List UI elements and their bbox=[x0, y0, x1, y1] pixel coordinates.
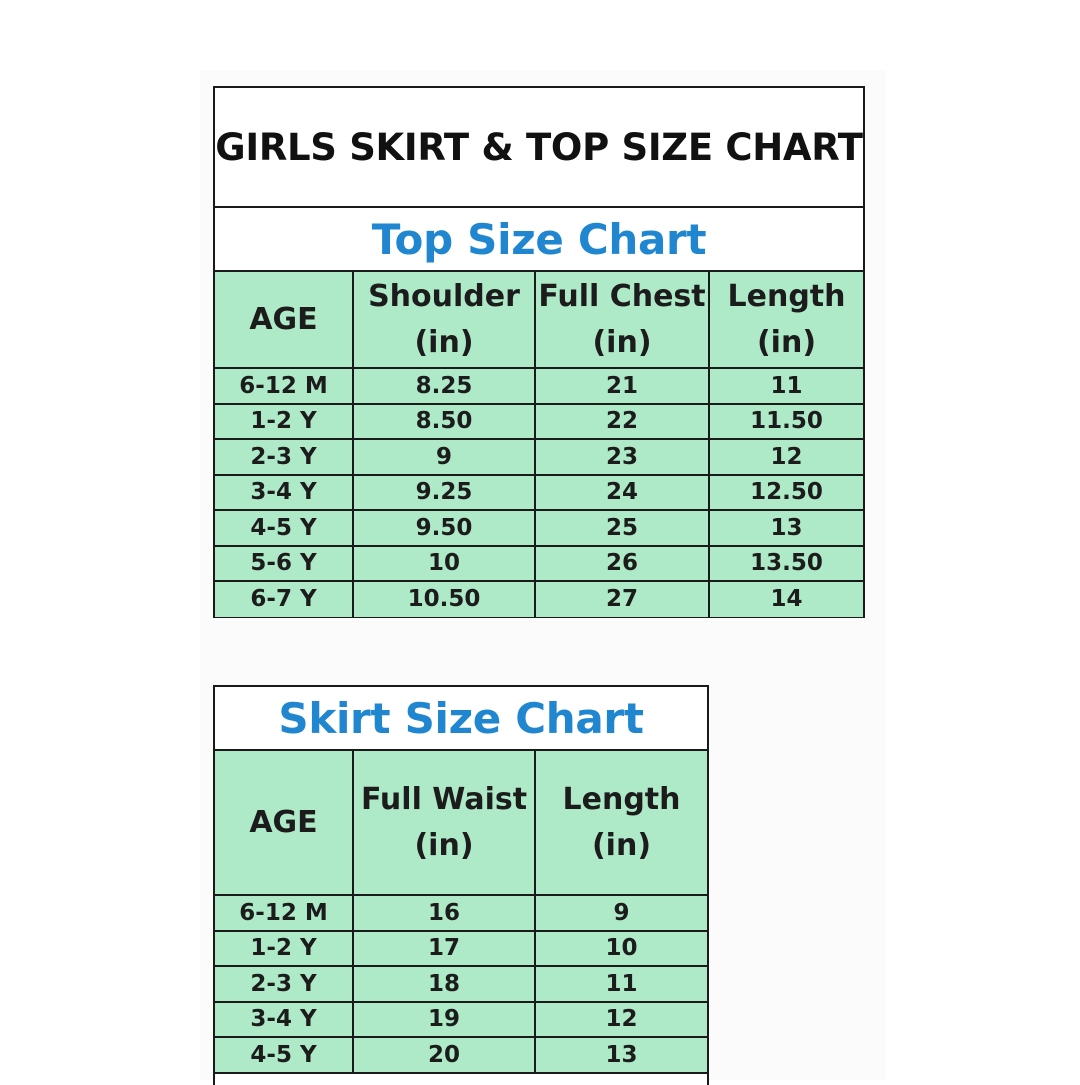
value-cell: 23 bbox=[535, 439, 709, 475]
age-cell: 2-3 Y bbox=[215, 439, 353, 475]
value-cell: 10.50 bbox=[353, 581, 535, 617]
value-cell: 10 bbox=[353, 546, 535, 582]
value-cell: 19 bbox=[353, 1002, 535, 1038]
value-cell: 22 bbox=[535, 404, 709, 440]
value-cell: 26 bbox=[535, 546, 709, 582]
table-row bbox=[215, 404, 863, 440]
age-cell: 4-5 Y bbox=[215, 510, 353, 546]
column-header-full-waist: Full Waist (in) bbox=[353, 751, 535, 895]
top-size-chart bbox=[213, 86, 865, 618]
top-size-table bbox=[215, 272, 863, 617]
value-cell: 18 bbox=[353, 966, 535, 1002]
value-cell: 9.25 bbox=[353, 475, 535, 511]
value-cell: 11 bbox=[535, 966, 707, 1002]
age-cell: 4-5 Y bbox=[215, 1037, 353, 1073]
table-row bbox=[215, 1037, 707, 1073]
age-cell: 6-12 M bbox=[215, 368, 353, 404]
age-cell: 1-2 Y bbox=[215, 931, 353, 967]
table-row bbox=[215, 895, 707, 931]
column-header-shoulder: Shoulder (in) bbox=[353, 272, 535, 368]
age-cell: 5-6 Y bbox=[215, 546, 353, 582]
skirt-chart-heading: Skirt Size Chart bbox=[215, 687, 707, 751]
value-cell: 27 bbox=[535, 581, 709, 617]
table-row bbox=[215, 546, 863, 582]
table-row bbox=[215, 368, 863, 404]
table-row bbox=[215, 475, 863, 511]
value-cell: 12 bbox=[709, 439, 863, 475]
age-cell: 3-4 Y bbox=[215, 475, 353, 511]
skirt-size-chart bbox=[213, 685, 709, 1085]
value-cell: 16 bbox=[353, 895, 535, 931]
value-cell: 8.50 bbox=[353, 404, 535, 440]
value-cell: 8.25 bbox=[353, 368, 535, 404]
value-cell: 9.50 bbox=[353, 510, 535, 546]
column-header-age: AGE bbox=[215, 272, 353, 368]
table-row bbox=[215, 439, 863, 475]
column-header-age: AGE bbox=[215, 751, 353, 895]
value-cell: 20 bbox=[353, 1037, 535, 1073]
value-cell: 13.50 bbox=[709, 546, 863, 582]
age-cell: 2-3 Y bbox=[215, 966, 353, 1002]
table-row bbox=[215, 966, 707, 1002]
value-cell: 12.50 bbox=[709, 475, 863, 511]
skirt-size-table bbox=[215, 751, 707, 1074]
page-title: GIRLS SKIRT & TOP SIZE CHART bbox=[215, 88, 863, 208]
value-cell: 14 bbox=[709, 581, 863, 617]
table-row bbox=[215, 1002, 707, 1038]
value-cell: 25 bbox=[535, 510, 709, 546]
value-cell: 24 bbox=[535, 475, 709, 511]
value-cell: 9 bbox=[535, 895, 707, 931]
value-cell: 17 bbox=[353, 931, 535, 967]
table-row bbox=[215, 581, 863, 617]
top-table-header-row bbox=[215, 272, 863, 368]
table-row bbox=[215, 510, 863, 546]
table-row bbox=[215, 931, 707, 967]
age-cell: 6-12 M bbox=[215, 895, 353, 931]
skirt-table-header-row bbox=[215, 751, 707, 895]
value-cell: 10 bbox=[535, 931, 707, 967]
age-cell: 1-2 Y bbox=[215, 404, 353, 440]
column-header-length: Length (in) bbox=[535, 751, 707, 895]
value-cell: 12 bbox=[535, 1002, 707, 1038]
value-cell: 11.50 bbox=[709, 404, 863, 440]
column-header-full-chest: Full Chest (in) bbox=[535, 272, 709, 368]
value-cell: 13 bbox=[535, 1037, 707, 1073]
age-cell: 3-4 Y bbox=[215, 1002, 353, 1038]
value-cell: 21 bbox=[535, 368, 709, 404]
value-cell: 11 bbox=[709, 368, 863, 404]
value-cell: 9 bbox=[353, 439, 535, 475]
value-cell: 13 bbox=[709, 510, 863, 546]
top-chart-heading: Top Size Chart bbox=[215, 208, 863, 272]
column-header-length: Length (in) bbox=[709, 272, 863, 368]
age-cell: 6-7 Y bbox=[215, 581, 353, 617]
